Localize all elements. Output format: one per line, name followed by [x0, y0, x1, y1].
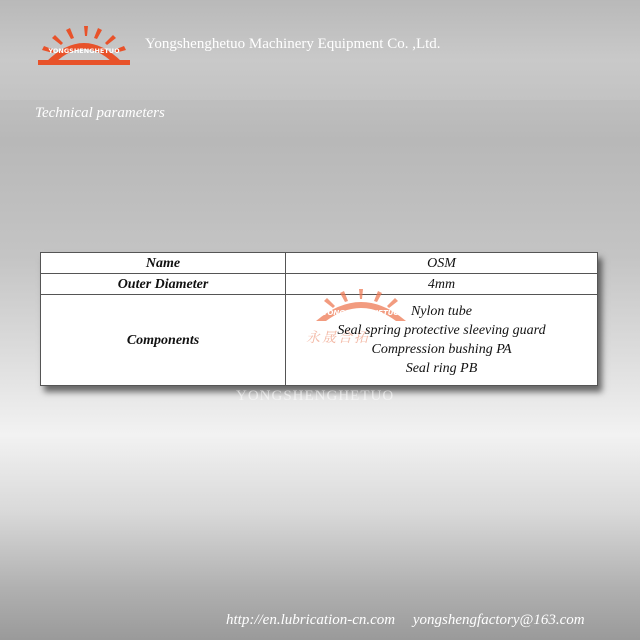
- outer-diameter-label: Outer Diameter: [41, 274, 286, 295]
- footer-email[interactable]: yongshengfactory@163.com: [412, 612, 585, 628]
- components-label: Components: [41, 295, 286, 386]
- outer-diameter-value: 4mm: [286, 274, 598, 295]
- spec-table-card: [40, 252, 598, 386]
- components-value: [286, 295, 598, 386]
- spec-table: [40, 252, 598, 386]
- component-item: Seal ring PB: [405, 361, 478, 376]
- component-item: Seal spring protective sleeving guard: [337, 323, 546, 338]
- watermark-text: YONGSHENGHETUO: [236, 388, 395, 404]
- footer: [226, 612, 585, 629]
- footer-url[interactable]: http://en.lubrication-cn.com: [226, 612, 396, 628]
- component-item: Compression bushing PA: [371, 342, 512, 357]
- component-item: Nylon tube: [410, 304, 473, 319]
- company-logo: [36, 22, 132, 66]
- table-row: [41, 295, 598, 386]
- company-name: Yongshenghetuo Machinery Equipment Co. ,Ltd.: [145, 36, 441, 52]
- section-title: Technical parameters: [35, 105, 165, 121]
- header-bar: [0, 0, 640, 100]
- table-row: [41, 253, 598, 274]
- watermark-logo-text: YONGSHENGHETUO: [322, 309, 400, 317]
- logo-text: YONGSHENGHETUO: [48, 47, 120, 55]
- name-label: Name: [41, 253, 286, 274]
- watermark-chinese-text: 永晟合拓: [306, 330, 370, 346]
- name-value: OSM: [286, 253, 598, 274]
